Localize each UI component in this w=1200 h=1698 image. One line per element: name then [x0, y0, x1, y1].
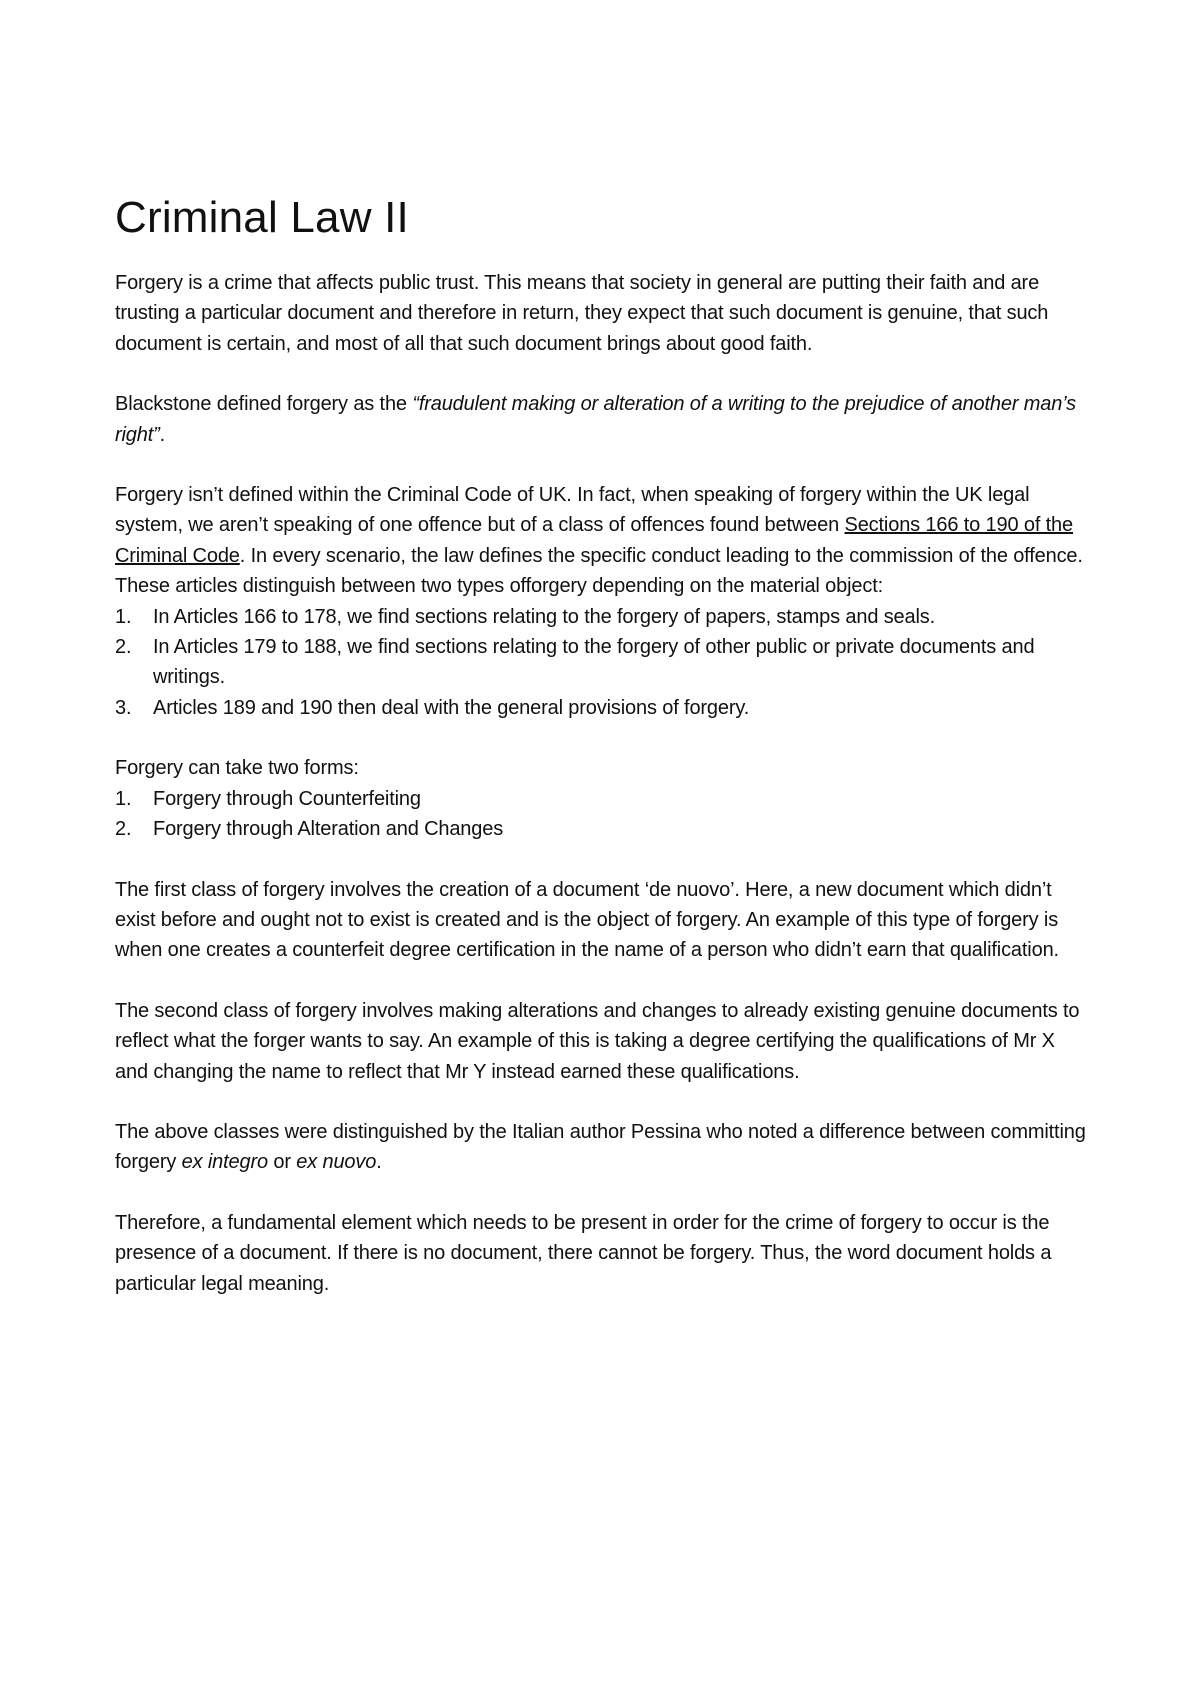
blackstone-quote: “fraudulent making or alteration of a writing to the prejudice of another man’s right” [115, 393, 1077, 446]
forms-intro: Forgery can take two forms: [115, 757, 359, 780]
list-item [115, 814, 1090, 844]
list-item-text: Articles 189 and 190 then deal with the general provisions of forgery. [153, 696, 750, 719]
list-item-text: In Articles 166 to 178, we find sections relating to the forgery of papers, stamps and seals. [153, 605, 936, 628]
intro-paragraph: Forgery is a crime that affects public trust. This means that society in general are putting their faith and are trusting a particular document and therefore in return, they expect that such document is genuine, that such document is certain, and most of all that such document brings about good faith. [115, 272, 1049, 355]
document-page [115, 0, 1090, 1299]
pessina-tail: . [376, 1151, 382, 1174]
definition-paragraph [115, 480, 1090, 602]
pessina-paragraph [115, 1117, 1090, 1178]
list-item-text: In Articles 179 to 188, we find sections relating to the forgery of other public or private documents and writings. [153, 636, 1035, 689]
page-title: Criminal Law II [115, 193, 409, 242]
pessina-term-ex-nuovo: ex nuovo [296, 1151, 377, 1174]
list-item-number: 1. [115, 787, 132, 810]
list-item-text: Forgery through Alteration and Changes [153, 818, 504, 841]
articles-list [115, 602, 1090, 724]
definition-tail: . In every scenario, the law defines the specific conduct leading to the commission of the offence. These articles distinguish between two types offorgery depending on the material object: [115, 544, 1083, 598]
blackstone-paragraph [115, 389, 1090, 450]
list-item-number: 1. [115, 605, 132, 628]
list-item [115, 602, 1090, 632]
list-item-text: Forgery through Counterfeiting [153, 787, 421, 810]
definition-lead: Forgery isn’t defined within the Criminal Code of UK. In fact, when speaking of forgery within the UK legal system, we aren’t speaking of one offence but of a class of offences found between [115, 484, 1030, 537]
list-item [115, 693, 1090, 723]
conclusion-paragraph: Therefore, a fundamental element which needs to be present in order for the crime of forgery to occur is the presence of a document. If there is no document, there cannot be forgery. Thus, the word document holds a particular legal meaning. [115, 1211, 1052, 1295]
list-item [115, 784, 1090, 814]
pessina-mid: or [267, 1151, 297, 1174]
list-item [115, 632, 1090, 693]
blackstone-tail: . [159, 423, 166, 446]
list-item-number: 2. [115, 818, 132, 841]
blackstone-lead: Blackstone defined forgery as the [115, 393, 413, 416]
first-class-paragraph: The first class of forgery involves the creation of a document ‘de nuovo’. Here, a new document which didn’t exist before and ought not to exist is created and is the object of forgery. An example of this type of forgery is when one creates a counterfeit degree certification in the name of a person who didn’t earn that qualification. [115, 878, 1059, 962]
second-class-paragraph: The second class of forgery involves making alterations and changes to already existing genuine documents to reflect what the forger wants to say. An example of this is taking a degree certifying the qualifications of Mr X and changing the name to reflect that Mr Y instead earned these qualifications. [115, 999, 1080, 1083]
criminal-code-sections-reference: Sections 166 to 190 of the Criminal Code [115, 514, 1074, 567]
list-item-number: 2. [115, 636, 132, 659]
pessina-lead: The above classes were distinguished by the Italian author Pessina who noted a difference between committing forgery [115, 1120, 1086, 1174]
list-item-number: 3. [115, 696, 132, 719]
pessina-term-ex-integro: ex integro [181, 1151, 268, 1174]
forms-list [115, 784, 1090, 845]
